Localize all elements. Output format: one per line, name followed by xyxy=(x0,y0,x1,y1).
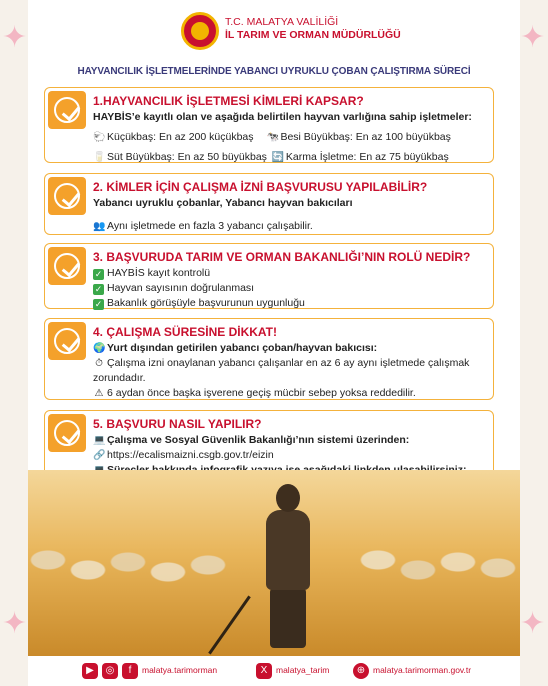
org-name-line1: T.C. MALATYA VALİLİĞİ xyxy=(225,16,339,28)
section-line: Besi Büyükbaş: En az 100 büyükbaş xyxy=(280,131,451,143)
instagram-icon[interactable]: ◎ xyxy=(102,663,118,679)
check-badge-icon xyxy=(48,247,86,285)
x-icon[interactable]: X xyxy=(256,663,272,679)
section-line: HAYBİS’e kayıtlı olan ve aşağıda belirtilen hayvan varlığına sahip işletmeler: xyxy=(93,111,472,123)
section-line: Aynı işletmede en fazla 3 yabancı çalışabilir. xyxy=(107,220,313,232)
section-line: Karma İşletme: En az 75 büyükbaş xyxy=(285,151,449,163)
section-card-1 xyxy=(44,87,494,163)
section-line: Hayvan sayısının doğrulanması xyxy=(107,282,255,294)
globe-icon: 🌍 xyxy=(93,343,106,354)
section-line: Yabancı uyruklu çobanlar, Yabancı hayvan bakıcıları xyxy=(93,197,353,209)
check-badge-icon xyxy=(48,322,86,360)
section-line: HAYBİS kayıt kontrolü xyxy=(107,267,211,279)
shepherd-figure xyxy=(276,484,300,512)
org-name-line2: İL TARIM VE ORMAN MÜDÜRLÜĞÜ xyxy=(225,29,401,41)
recycle-icon: 🔄 xyxy=(271,152,285,163)
youtube-icon[interactable]: ▶ xyxy=(82,663,98,679)
section-line: Yurt dışından getirilen yabancı çoban/hayvan bakıcısı: xyxy=(107,342,378,354)
sheep-icon: 🐑 xyxy=(93,132,106,143)
green-check-icon: ✓ xyxy=(94,299,103,309)
page-title: HAYVANCILIK İŞLETMELERİNDE YABANCI UYRUKLU ÇOBAN ÇALIŞTIRMA SÜRECİ xyxy=(77,66,471,77)
left-margin xyxy=(0,0,28,686)
section-line: Çalışma izni onaylanan yabancı çalışanlar en az 6 ay aynı işletmede çalışmak xyxy=(107,357,470,369)
warning-icon: ⚠ xyxy=(94,388,104,399)
section-card-2 xyxy=(44,173,494,235)
application-link[interactable]: https://ecalismaizni.csgb.gov.tr/eizin xyxy=(107,449,274,461)
footer xyxy=(28,656,520,686)
check-badge-icon xyxy=(48,91,86,129)
shepherd-figure xyxy=(266,510,310,590)
shepherd-photo xyxy=(28,470,520,656)
section-line: 6 aydan önce başka işverene geçiş mücbir sebep yoksa reddedilir. xyxy=(107,387,416,399)
social-handle[interactable]: malatya.tarimorman xyxy=(142,665,218,675)
decor-star-icon: ✦ xyxy=(520,21,546,54)
website-link[interactable]: malatya.tarimorman.gov.tr xyxy=(373,665,472,675)
cow-icon: 🐄 xyxy=(266,132,279,143)
section-title: 5. BAŞVURU NASIL YAPILIR? xyxy=(93,417,262,431)
infographic xyxy=(28,0,520,686)
facebook-icon[interactable]: f xyxy=(122,663,138,679)
link-icon: 🔗 xyxy=(93,450,106,461)
section-line: Bakanlık görüşüyle başvurunun uygunluğu xyxy=(107,297,305,309)
check-badge-icon xyxy=(48,414,86,452)
social-handle[interactable]: malatya_tarim xyxy=(276,665,330,675)
green-check-icon: ✓ xyxy=(94,269,103,279)
section-title: 3. BAŞVURUDA TARIM VE ORMAN BAKANLIĞI’NIN ROLÜ NEDİR? xyxy=(93,250,471,264)
section-line: Süt Büyükbaş: En az 50 büyükbaş xyxy=(107,151,267,163)
section-title: 2. KİMLER İÇİN ÇALIŞMA İZNİ BAŞVURUSU YAPILABİLİR? xyxy=(93,180,428,194)
timer-icon: ⏱ xyxy=(95,358,103,369)
web-icon[interactable]: ⊕ xyxy=(353,663,369,679)
section-card-4 xyxy=(44,318,494,400)
green-check-icon: ✓ xyxy=(94,284,103,294)
decor-star-icon: ✦ xyxy=(2,607,28,640)
section-card-3 xyxy=(44,243,494,309)
milk-icon: 🥛 xyxy=(93,152,106,163)
right-margin xyxy=(520,0,548,686)
decor-star-icon: ✦ xyxy=(2,21,28,54)
laptop-icon: 💻 xyxy=(93,435,106,446)
section-title: 4. ÇALIŞMA SÜRESİNE DİKKAT! xyxy=(93,325,278,339)
section-line: Çalışma ve Sosyal Güvenlik Bakanlığı’nın sistemi üzerinden: xyxy=(107,434,410,446)
shepherd-figure xyxy=(270,588,306,648)
decor-star-icon: ✦ xyxy=(520,607,546,640)
header xyxy=(28,0,520,62)
ministry-logo-icon xyxy=(181,12,219,50)
section-line: Küçükbaş: En az 200 küçükbaş xyxy=(107,131,254,143)
section-title: 1.HAYVANCILIK İŞLETMESİ KİMLERİ KAPSAR? xyxy=(93,94,364,108)
people-icon: 👥 xyxy=(93,221,106,232)
check-badge-icon xyxy=(48,177,86,215)
section-line: zorundadır. xyxy=(93,372,146,384)
